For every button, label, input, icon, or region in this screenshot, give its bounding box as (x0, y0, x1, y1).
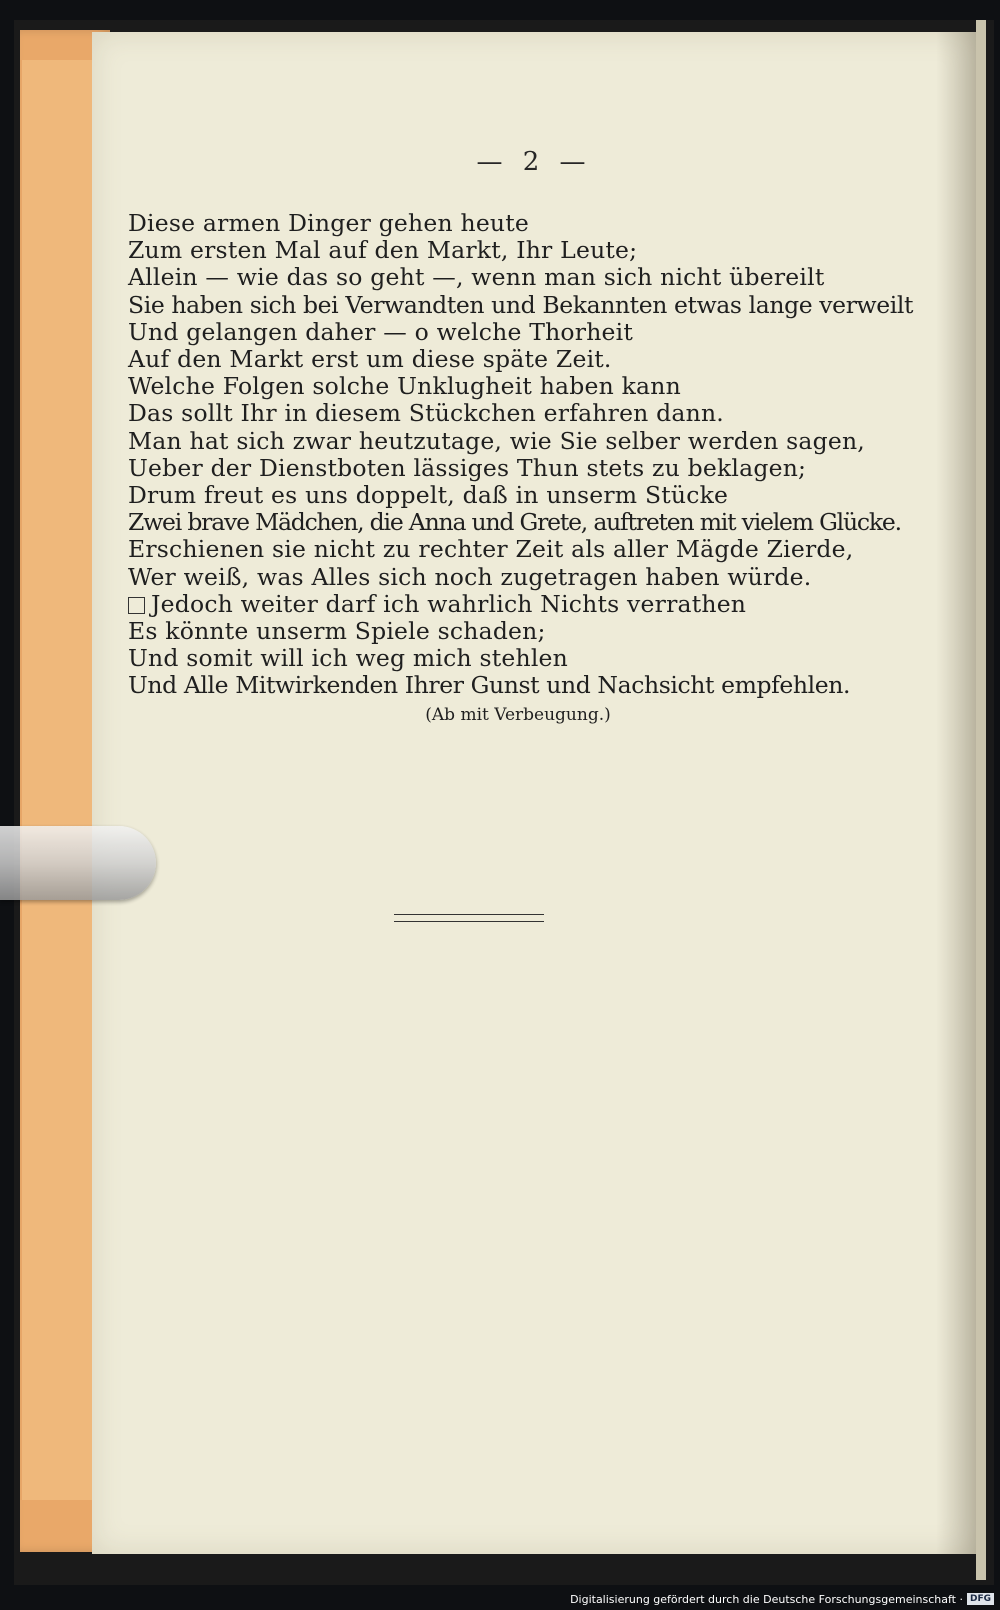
verse-line: Auf den Markt erst um diese späte Zeit. (128, 345, 612, 374)
verse-line: Und Alle Mitwirkenden Ihrer Gunst und Nachsicht empfehlen. (128, 671, 851, 700)
checkbox-mark-icon (128, 597, 145, 614)
verse-line: Zum ersten Mal auf den Markt, Ihr Leute; (128, 236, 638, 265)
verse-line: Welche Folgen solche Unklugheit haben kann (128, 372, 681, 401)
book-page (92, 32, 976, 1554)
page-number: — 2 — (476, 147, 592, 177)
verse-line: Und gelangen daher — o welche Thorheit (128, 317, 634, 346)
verse-line: Ueber der Dienstboten lässiges Thun stets zu beklagen; (128, 453, 807, 482)
verse-line: Erschienen sie nicht zu rechter Zeit als aller Mägde Zierde, (128, 535, 854, 564)
verse-line: Und somit will ich weg mich stehlen (128, 644, 568, 673)
dfg-logo-icon: DFG (967, 1593, 994, 1605)
verse-line: Man hat sich zwar heutzutage, wie Sie selber werden sagen, (128, 426, 865, 455)
verse-line: Sie haben sich bei Verwandten und Bekannten etwas lange verweilt (128, 290, 914, 319)
verse-line: Wer weiß, was Alles sich noch zugetragen haben würde. (128, 562, 812, 591)
verse-line: Das sollt Ihr in diesem Stückchen erfahren dann. (128, 399, 724, 428)
verse-line: Es könnte unserm Spiele schaden; (128, 617, 546, 646)
verse-line: Diese armen Dinger gehen heute (128, 209, 530, 237)
digitization-credit (570, 1590, 994, 1608)
scan-right-edge (976, 20, 986, 1580)
verse-line: Allein — wie das so geht —, wenn man sich nicht übereilt (128, 263, 825, 292)
verse-block (128, 210, 948, 728)
verse-line-text: Jedoch weiter darf ich wahrlich Nichts verrathen (151, 589, 747, 618)
stage-direction: (Ab mit Verbeugung.) (425, 704, 611, 725)
scanner-clip (0, 826, 156, 900)
verse-line: Zwei brave Mädchen, die Anna und Grete, auftreten mit vielem Glücke. (128, 508, 901, 537)
verse-line-with-box (128, 591, 948, 618)
credit-text: Digitalisierung gefördert durch die Deutsche Forschungsgemeinschaft · (570, 1592, 963, 1606)
section-divider (394, 914, 544, 922)
verse-line: Drum freut es uns doppelt, daß in unserm Stücke (128, 481, 729, 510)
